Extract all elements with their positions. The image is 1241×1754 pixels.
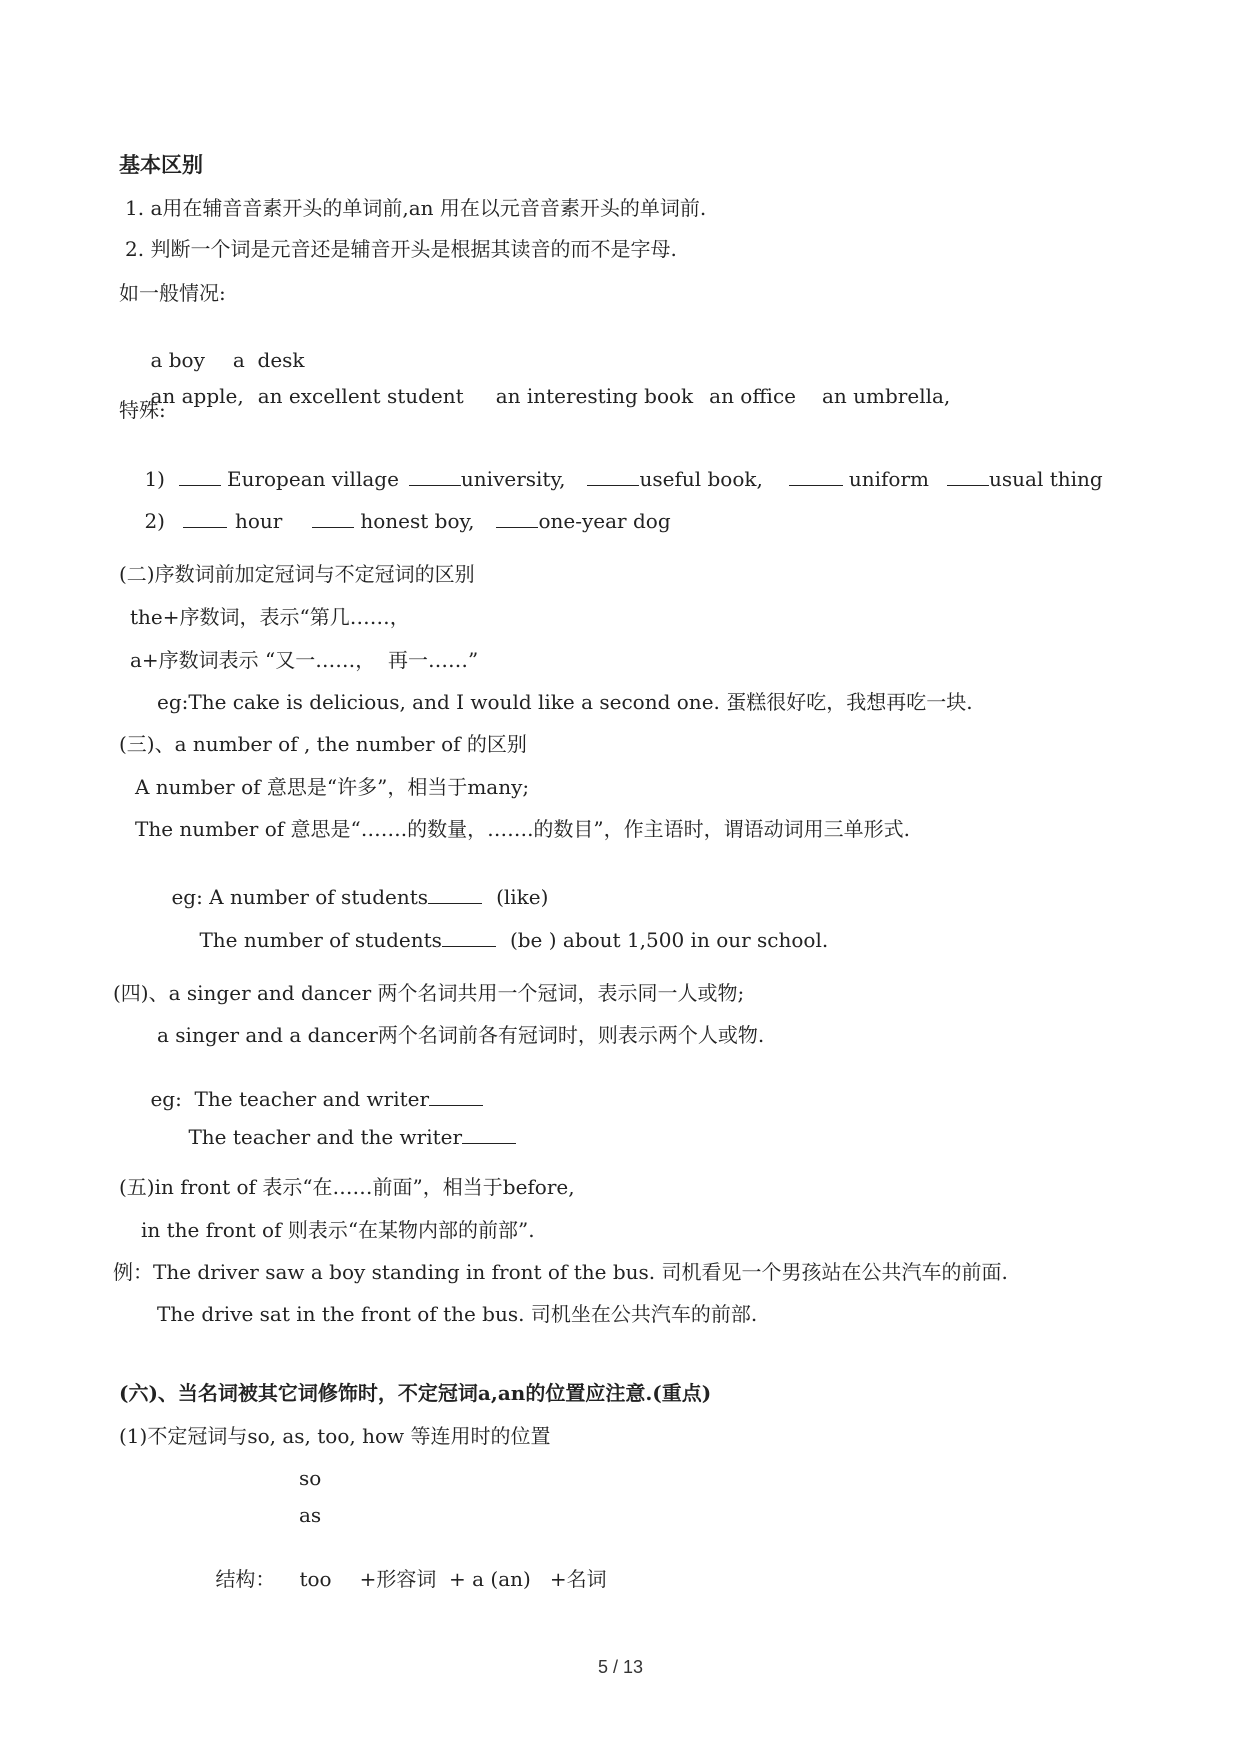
answer-blank[interactable] — [312, 509, 354, 528]
structure-line — [190, 1540, 607, 1618]
answer-blank[interactable] — [496, 509, 538, 528]
example-item: an apple, — [150, 384, 244, 408]
structure-word-so: so — [299, 1466, 322, 1490]
example-item: a desk — [232, 348, 305, 372]
section-4-title: (四)、a singer and dancer 两个名词共用一个冠词，表示同一人或物; — [113, 981, 745, 1005]
exercise-item: useful book, — [639, 467, 763, 491]
answer-blank[interactable] — [947, 467, 989, 486]
special-label: 特殊: — [119, 398, 166, 422]
answer-blank[interactable] — [789, 467, 843, 486]
structure-formula: +形容词 + a (an) +名词 — [359, 1567, 607, 1591]
exercise-item: honest boy, — [360, 509, 475, 533]
page-number: 5 / 13 — [597, 1657, 644, 1677]
section-2-title: (二)序数词前加定冠词与不定冠词的区别 — [119, 562, 475, 586]
example-text: The teacher and the writer — [188, 1125, 463, 1149]
structure-word-as: as — [299, 1503, 322, 1527]
example-item: an excellent student — [257, 384, 464, 408]
example-item: a boy — [150, 348, 205, 372]
rule-1: 1. a用在辅音音素开头的单词前,an 用在以元音音素开头的单词前. — [125, 196, 707, 220]
section-3-line-2: The number of 意思是“…….的数量，…….的数目”，作主语时，谓语动词用三单形式. — [135, 817, 911, 841]
section-2-line-2: a+序数词表示 “又一……， 再一……” — [130, 648, 479, 672]
section-3-line-1: A number of 意思是“许多”，相当于many; — [135, 775, 530, 799]
heading: 基本区别 — [119, 152, 203, 177]
example-hint: (like) — [496, 885, 549, 909]
exercise-item: usual thing — [989, 467, 1103, 491]
example-item: an interesting book — [495, 384, 694, 408]
exercise-item: one-year dog — [538, 509, 671, 533]
section-4-line-1: a singer and a dancer两个名词前各有冠词时，则表示两个人或物. — [157, 1023, 765, 1047]
section-2-example: eg:The cake is delicious, and I would like a second one. 蛋糕很好吃，我想再吃一块. — [157, 690, 973, 714]
exercise-item: uniform — [848, 467, 929, 491]
example-text: eg: A number of students — [171, 885, 429, 909]
section-6-title: (六)、当名词被其它词修饰时，不定冠词a,an的位置应注意.(重点) — [119, 1381, 712, 1405]
structure-word-too: too — [299, 1567, 332, 1591]
section-5-title: (五)in front of 表示“在……前面”，相当于before, — [119, 1175, 575, 1199]
section-3-example-2 — [174, 901, 828, 979]
rule-2: 2. 判断一个词是元音还是辅音开头是根据其读音的而不是字母. — [125, 237, 677, 261]
general-label: 如一般情况: — [119, 281, 226, 305]
section-5-example-1: 例：The driver saw a boy standing in front of the bus. 司机看见一个男孩站在公共汽车的前面. — [113, 1260, 1008, 1284]
section-5-example-2: The drive sat in the front of the bus. 司机坐在公共汽车的前部. — [157, 1302, 758, 1326]
section-4-example-2 — [163, 1098, 516, 1176]
example-hint: (be ) about 1,500 in our school. — [509, 928, 829, 952]
exercise-item: university, — [460, 467, 566, 491]
example-item: an umbrella, — [822, 384, 951, 408]
section-6-subtitle: (1)不定冠词与so, as, too, how 等连用时的位置 — [119, 1424, 551, 1448]
exercise-item: European village — [226, 467, 399, 491]
answer-blank[interactable] — [183, 509, 227, 528]
example-text: eg: The teacher and writer — [150, 1087, 430, 1111]
section-3-title: (三)、a number of , the number of 的区别 — [119, 732, 527, 756]
example-row-2 — [125, 357, 950, 435]
answer-blank[interactable] — [442, 928, 496, 947]
exercise-item: hour — [234, 509, 283, 533]
section-5-line-1: in the front of 则表示“在某物内部的前部”. — [141, 1218, 535, 1242]
example-text: The number of students — [199, 928, 442, 952]
example-item: an office — [709, 384, 796, 408]
exercise-number: 1) — [144, 467, 165, 491]
structure-label: 结构： — [215, 1567, 276, 1591]
answer-blank[interactable] — [462, 1125, 516, 1144]
exercise-2 — [119, 482, 671, 560]
exercise-number: 2) — [144, 509, 165, 533]
section-2-line-1: the+序数词，表示“第几……， — [130, 605, 410, 629]
